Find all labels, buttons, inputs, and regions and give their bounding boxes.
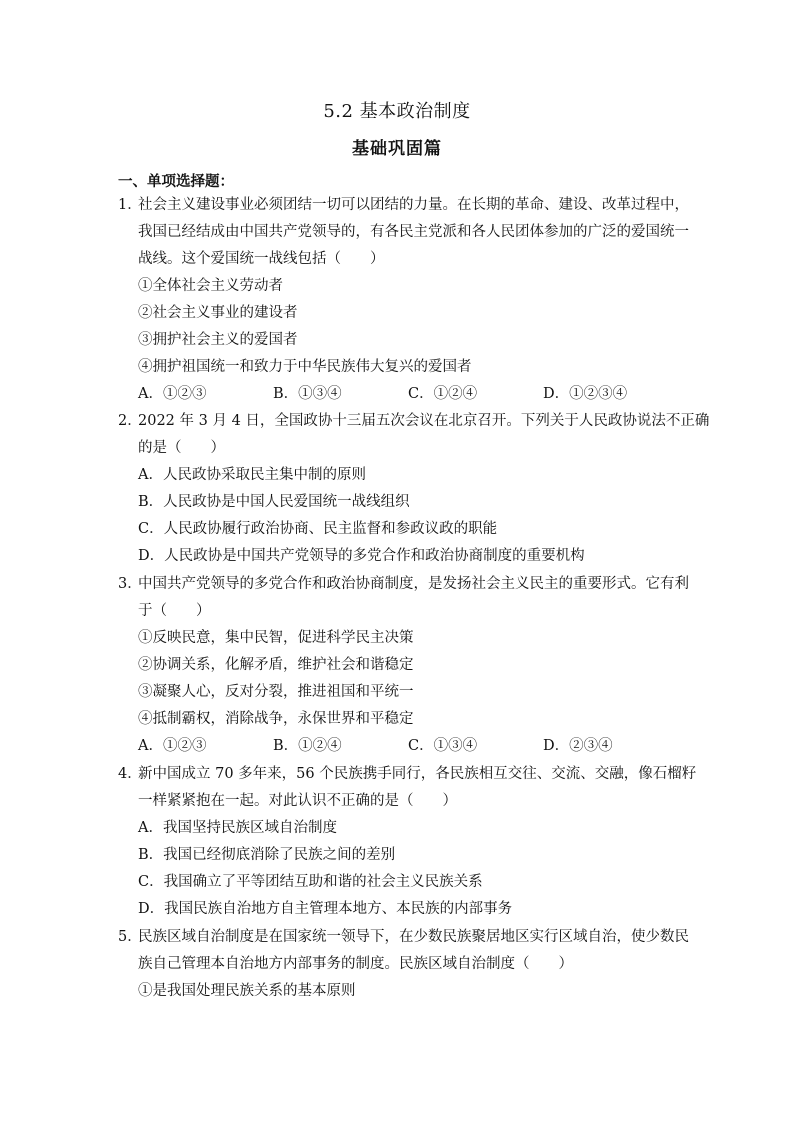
question-number: 4． — [118, 766, 142, 782]
answer-option: A．我国坚持民族区域自治制度 — [138, 820, 337, 836]
stem-line: 战线。这个爱国统一战线包括（ ） — [138, 251, 385, 267]
page-title: 5.2 基本政治制度 — [323, 101, 471, 122]
statement-item: ①是我国处理民族关系的基本原则 — [138, 983, 356, 999]
page-subtitle: 基础巩固篇 — [352, 139, 442, 159]
answer-choice: C．①③④ — [408, 738, 478, 754]
question-number: 3． — [118, 576, 142, 592]
question-stem — [118, 761, 697, 815]
question-stem — [118, 408, 710, 462]
answer-option: C．人民政协履行政治协商、民主监督和参政议政的职能 — [138, 521, 498, 537]
question-3 — [118, 571, 689, 760]
answer-choice: C．①②④ — [408, 386, 478, 402]
stem-line: 一样紧紧抱在一起。对此认识不正确的是（ ） — [138, 793, 457, 809]
stem-line: 2022 年 3 月 4 日，全国政协十三届五次会议在北京召开。下列关于人民政协说法不正确 — [138, 413, 710, 429]
stem-line: 我国已经结成由中国共产党领导的，有各民主党派和各人民团体参加的广泛的爱国统一 — [138, 224, 689, 240]
question-1 — [118, 192, 689, 408]
stem-line: 民族区域自治制度是在国家统一领导下，在少数民族聚居地区实行区域自治，使少数民 — [138, 929, 689, 945]
statement-item: ①全体社会主义劳动者 — [138, 278, 283, 294]
answer-option: B．人民政协是中国人民爱国统一战线组织 — [138, 494, 410, 510]
answer-option: C．我国确立了平等团结互助和谐的社会主义民族关系 — [138, 874, 483, 890]
statement-item: ②社会主义事业的建设者 — [138, 305, 298, 321]
stem-line: 于（ ） — [138, 603, 211, 619]
question-4 — [118, 761, 697, 923]
answer-choice: D．①②③④ — [543, 386, 628, 402]
question-stem — [118, 924, 689, 978]
stem-line: 社会主义建设事业必须团结一切可以团结的力量。在长期的革命、建设、改革过程中， — [138, 197, 689, 213]
section-heading: 一、单项选择题： — [118, 173, 234, 190]
question-number: 1． — [118, 197, 142, 213]
stem-line: 族自己管理本自治地方内部事务的制度。民族区域自治制度（ ） — [138, 956, 573, 972]
answer-option: B．我国已经彻底消除了民族之间的差别 — [138, 847, 396, 863]
answer-choice: B．①②④ — [273, 738, 342, 754]
question-5 — [118, 924, 689, 1005]
answer-choice: A．①②③ — [138, 738, 207, 754]
question-number: 5． — [118, 929, 142, 945]
statement-item: ③凝聚人心，反对分裂，推进祖国和平统一 — [138, 684, 414, 700]
answer-choices — [118, 381, 678, 408]
statement-item: ①反映民意，集中民智，促进科学民主决策 — [138, 630, 414, 646]
answer-choice: B．①③④ — [273, 386, 342, 402]
statement-item: ④拥护祖国统一和致力于中华民族伟大复兴的爱国者 — [138, 359, 472, 375]
answer-option: D．人民政协是中国共产党领导的多党合作和政治协商制度的重要机构 — [138, 548, 585, 564]
answer-choices — [118, 733, 678, 760]
question-stem — [118, 571, 689, 625]
statement-item: ②协调关系，化解矛盾，维护社会和谐稳定 — [138, 657, 414, 673]
question-stem — [118, 192, 689, 273]
question-2 — [118, 408, 710, 570]
statement-item: ④抵制霸权，消除战争，永保世界和平稳定 — [138, 711, 414, 727]
question-number: 2． — [118, 413, 142, 429]
answer-choice: A．①②③ — [138, 386, 207, 402]
answer-option: D．我国民族自治地方自主管理本地方、本民族的内部事务 — [138, 901, 513, 917]
answer-option: A．人民政协采取民主集中制的原则 — [138, 467, 366, 483]
statement-item: ③拥护社会主义的爱国者 — [138, 332, 298, 348]
stem-line: 新中国成立 70 多年来，56 个民族携手同行，各民族相互交往、交流、交融，像石榴籽 — [138, 766, 697, 782]
answer-choice: D．②③④ — [543, 738, 613, 754]
stem-line: 中国共产党领导的多党合作和政治协商制度，是发扬社会主义民主的重要形式。它有利 — [138, 576, 689, 592]
stem-line: 的是（ ） — [138, 440, 225, 456]
